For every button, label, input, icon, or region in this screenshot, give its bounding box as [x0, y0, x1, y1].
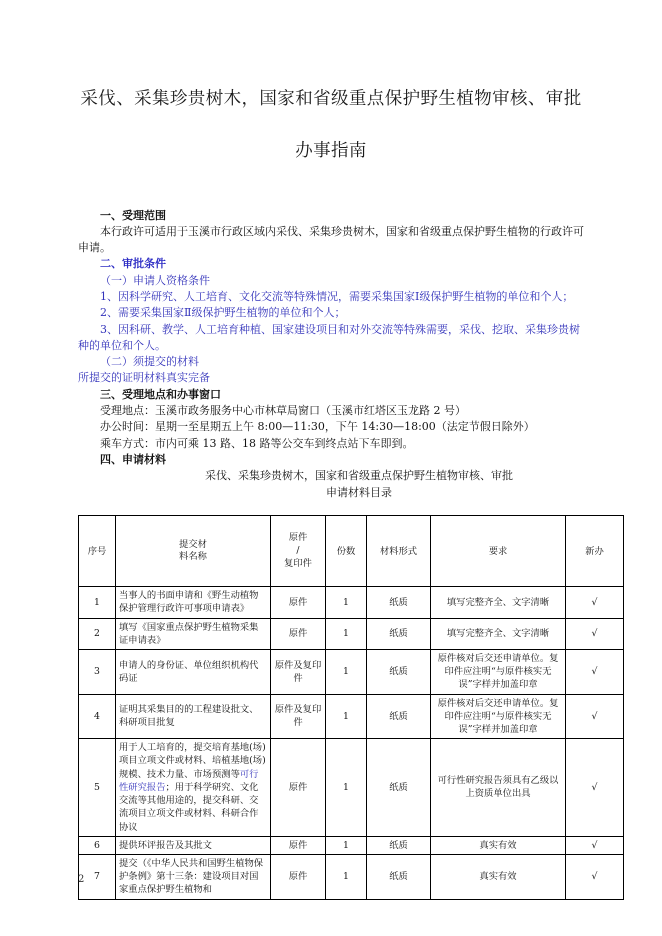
section-heading-scope: 一、受理范围: [100, 208, 166, 222]
column-header-new-apply: 新办: [566, 516, 624, 587]
row-copies: 1: [326, 739, 367, 836]
row-material-name: 当事人的书面申请和《野生动植物保护管理行政许可事项申请表》: [116, 587, 271, 618]
row-original: 原件及复印件: [271, 650, 326, 695]
required-materials-subheading: （二）须提交的材料: [100, 355, 199, 369]
row-no: 3: [79, 650, 116, 695]
column-header-form: 材料形式: [367, 516, 431, 587]
column-header-material-name: [116, 516, 271, 587]
row-no: 2: [79, 618, 116, 649]
row-copies: 1: [326, 618, 367, 649]
row-form: 纸质: [367, 739, 431, 836]
table-header-row: [79, 516, 624, 587]
row-original: 原件: [271, 618, 326, 649]
table-row: [79, 650, 624, 695]
row-material-name: 证明其采集目的的工程建设批文、科研项目批复: [116, 694, 271, 739]
row-form: 纸质: [367, 618, 431, 649]
row-copies: 1: [326, 836, 367, 854]
section-heading-application-materials: 四、申请材料: [100, 452, 166, 466]
row-form: 纸质: [367, 650, 431, 695]
row-original: 原件: [271, 587, 326, 618]
row-requirement: 填写完整齐全、文字清晰: [431, 587, 566, 618]
qualification-item-1: 1、因科学研究、人工培育、文化交流等特殊情况，需要采集国家Ⅰ级保护野生植物的单位和个人；: [100, 289, 574, 303]
row-form: 纸质: [367, 836, 431, 854]
row-original: 原件: [271, 739, 326, 836]
row-original: 原件及复印件: [271, 694, 326, 739]
row-copies: 1: [326, 694, 367, 739]
table-row: [79, 618, 624, 649]
section-heading-approval-conditions: 二、审批条件: [100, 257, 166, 271]
row-requirement: 填写完整齐全、文字清晰: [431, 618, 566, 649]
row-new-apply-check: √: [566, 739, 624, 836]
column-header-material-name-line-1: 提交材: [179, 538, 207, 550]
table-subtitle-line-1: 采伐、采集珍贵树木，国家和省级重点保护野生植物审核、审批: [205, 469, 513, 483]
row-requirement: 真实有效: [431, 836, 566, 854]
section-application-materials: [78, 452, 584, 468]
row-copies: 1: [326, 854, 367, 899]
row-material-name-highlight: 可行性研究报告: [119, 768, 259, 793]
row-material-name: 填写《国家重点保护野生植物采集证申请表》: [116, 618, 271, 649]
table-row: [79, 739, 624, 836]
column-header-original-copy: [271, 516, 326, 587]
table-row: [79, 694, 624, 739]
row-new-apply-check: √: [566, 618, 624, 649]
row-material-name: [116, 739, 271, 836]
row-new-apply-check: √: [566, 694, 624, 739]
row-no: 6: [79, 836, 116, 854]
acceptance-location: 受理地点：玉溪市政务服务中心市林草局窗口（玉溪市红塔区玉龙路 2 号）: [100, 404, 466, 418]
column-header-copies: 份数: [326, 516, 367, 587]
qualification-item-3: 3、因科研、教学、人工培育种植、国家建设项目和对外交流等特殊需要，采伐、挖取、采集珍贵树种的单位和个人。: [78, 322, 580, 352]
row-no: 7: [79, 854, 116, 899]
row-no: 4: [79, 694, 116, 739]
transportation-info: 乘车方式：市内可乘 13 路、18 路等公交车到终点站下车即到。: [100, 436, 414, 450]
row-material-name-part: 用于人工培育的，提交培育基地(场)项目立项文件或材料、培植基地(场)规模、技术力量、市场预测等: [119, 742, 266, 780]
table-subtitle-line-2: 申请材料目录: [326, 485, 392, 499]
section-scope-paragraph: 本行政许可适用于玉溪市行政区域内采伐、采集珍贵树木，国家和省级重点保护野生植物的行政许可申请。: [78, 224, 584, 255]
row-material-name: 申请人的身份证、单位组织机构代码证: [116, 650, 271, 695]
row-form: 纸质: [367, 587, 431, 618]
page-title-line-2: 办事指南: [295, 141, 367, 162]
column-header-original-line-1: 原件: [288, 532, 308, 544]
office-hours: 办公时间：星期一至星期五上午 8:00—11:30，下午 14:30—18:00（法定节假日除外）: [100, 420, 535, 434]
column-header-no: 序号: [79, 516, 116, 587]
row-no: 1: [79, 587, 116, 618]
table-row: [79, 854, 624, 899]
row-requirement: 真实有效: [431, 854, 566, 899]
row-original: 原件: [271, 854, 326, 899]
row-new-apply-check: √: [566, 854, 624, 899]
document-body: [78, 0, 604, 900]
materials-table-wrapper: [78, 515, 604, 899]
section-scope: [78, 208, 584, 257]
row-new-apply-check: √: [566, 587, 624, 618]
row-no: 5: [79, 739, 116, 836]
row-copies: 1: [326, 650, 367, 695]
row-new-apply-check: √: [566, 650, 624, 695]
column-header-original-line-2: /: [296, 544, 300, 556]
row-copies: 1: [326, 587, 367, 618]
page-title-line-1: 采伐、采集珍贵树木，国家和省级重点保护野生植物审核、审批: [80, 89, 582, 109]
section-heading-location-window: 三、受理地点和办事窗口: [100, 387, 221, 401]
row-material-name: 提供环评报告及其批文: [116, 836, 271, 854]
table-body: [79, 587, 624, 899]
table-row: [79, 836, 624, 854]
section-approval-conditions: [78, 256, 584, 386]
row-material-name: 提交（《中华人民共和国野生植物保护条例》第十三条：建设项目对国家重点保护野生植物和: [116, 854, 271, 899]
table-header: [79, 516, 624, 587]
row-requirement: 原件核对后交还申请单位。复印件应注明“与原件核实无误”字样并加盖印章: [431, 650, 566, 695]
row-new-apply-check: √: [566, 836, 624, 854]
row-material-name-part: ；用于科学研究、文化交流等其他用途的，提交科研、交流项目立项文件或材料、科研合作协议: [119, 781, 259, 833]
column-header-requirement: 要求: [431, 516, 566, 587]
column-header-material-name-line-2: 料名称: [179, 551, 207, 563]
row-form: 纸质: [367, 854, 431, 899]
table-row: [79, 587, 624, 618]
page-number: 2: [78, 874, 85, 885]
application-materials-table: [78, 515, 624, 899]
section-location-window: [78, 387, 584, 452]
row-original: 原件: [271, 836, 326, 854]
required-materials-note: 所提交的证明材料真实完备: [78, 371, 210, 385]
qualification-item-2: 2、需要采集国家Ⅱ级保护野生植物的单位和个人；: [100, 306, 346, 320]
row-form: 纸质: [367, 694, 431, 739]
row-requirement: 可行性研究报告须具有乙级以上资质单位出具: [431, 739, 566, 836]
applicant-qualification-subheading: （一）申请人资格条件: [100, 273, 210, 287]
column-header-original-line-3: 复印件: [284, 557, 312, 569]
row-requirement: 原件核对后交还申请单位。复印件应注明“与原件核实无误”字样并加盖印章: [431, 694, 566, 739]
